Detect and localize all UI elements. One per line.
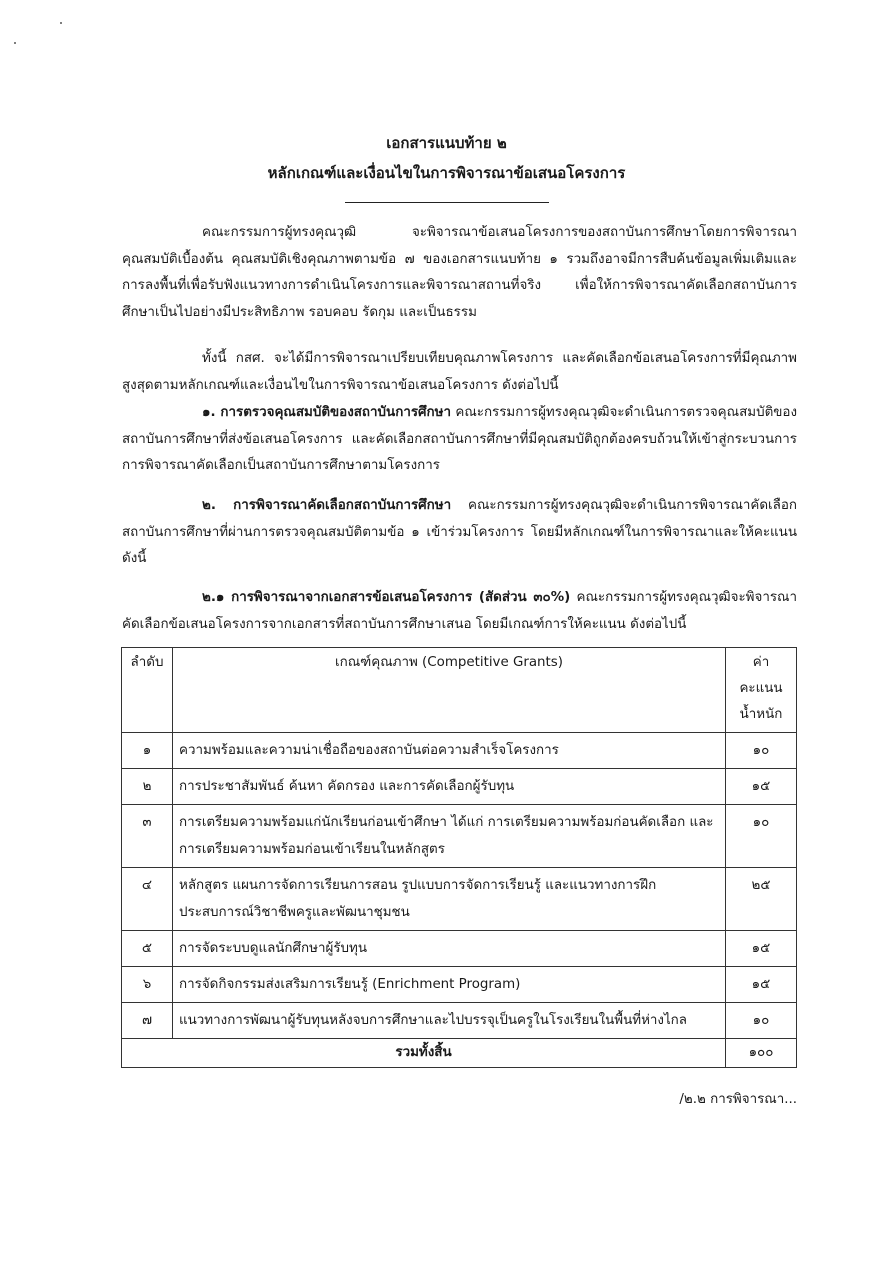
- section-1-heading: ๑. การตรวจคุณสมบัติของสถาบันการศึกษา: [202, 405, 451, 420]
- row-weight: ๑๕: [726, 931, 797, 967]
- table-total-row: [122, 1039, 797, 1068]
- row-criterion: การเตรียมความพร้อมแก่นักเรียนก่อนเข้าศึกษา ได้แก่ การเตรียมความพร้อมก่อนคัดเลือก และ การเตรียมความพร้อมก่อนเข้าเรียนในหลักสูตร: [173, 805, 726, 868]
- row-weight: ๑๐: [726, 1003, 797, 1039]
- row-number: ๓: [122, 805, 173, 868]
- document-heading-annex: เอกสารแนบท้าย ๒: [386, 134, 507, 152]
- page-continuation-note: /๒.๒ การพิจารณา...: [679, 1092, 797, 1107]
- section-2-heading: ๒. การพิจารณาคัดเลือกสถาบันการศึกษา: [202, 498, 452, 513]
- section-2-1-text: คณะกรรมการผู้ทรงคุณวุฒิจะพิจารณาคัดเลือกข้อเสนอโครงการจากเอกสารที่สถาบันการศึกษาเสนอ โดยมีเกณฑ์การให้คะแนน ดังต่อไปนี้: [122, 590, 798, 632]
- section-2-1-heading: ๒.๑ การพิจารณาจากเอกสารข้อเสนอโครงการ (สัดส่วน ๓๐%): [202, 590, 571, 605]
- table-row: [122, 805, 797, 868]
- row-weight: ๑๕: [726, 967, 797, 1003]
- total-label: รวมทั้งสิ้น: [122, 1039, 726, 1068]
- row-weight: ๑๕: [726, 769, 797, 805]
- paragraph-intro: คณะกรรมการผู้ทรงคุณวุฒิ จะพิจารณาข้อเสนอโครงการของสถาบันการศึกษาโดยการพิจารณาคุณสมบัติเบื้องต้น คุณสมบัติเชิงคุณภาพตามข้อ ๗ ของเอกสารแนบท้าย ๑ รวมถึงอาจมีการสืบค้นข้อมูลเพิ่มเติมและการลงพื้นที่เพื่อรับฟังแนวทางการดำเนินโครงการและพิจารณาสถานที่จริง เพื่อให้การพิจารณาคัดเลือกสถาบันการศึกษาเป็นไปอย่างมีประสิทธิภาพ รอบคอบ รัดกุม และเป็นธรรม: [122, 225, 797, 320]
- table-row: [122, 733, 797, 769]
- table-row: [122, 967, 797, 1003]
- row-criterion: แนวทางการพัฒนาผู้รับทุนหลังจบการศึกษาและไปบรรจุเป็นครูในโรงเรียนในพื้นที่ห่างไกล: [173, 1003, 726, 1039]
- header-criteria: เกณฑ์คุณภาพ (Competitive Grants): [173, 648, 726, 733]
- row-number: ๔: [122, 868, 173, 931]
- row-criterion: หลักสูตร แผนการจัดการเรียนการสอน รูปแบบการจัดการเรียนรู้ และแนวทางการฝึกประสบการณ์วิชาชีพครูและพัฒนาชุมชน: [173, 868, 726, 931]
- paragraph-comparison: ทั้งนี้ กสศ. จะได้มีการพิจารณาเปรียบเทียบคุณภาพโครงการ และคัดเลือกข้อเสนอโครงการที่มีคุณภาพสูงสุดตามหลักเกณฑ์และเงื่อนไขในการพิจารณาข้อเสนอโครงการ ดังต่อไปนี้: [122, 351, 797, 393]
- table-header-row: [122, 648, 797, 733]
- row-criterion: ความพร้อมและความน่าเชื่อถือของสถาบันต่อความสำเร็จโครงการ: [173, 733, 726, 769]
- row-criterion: การจัดกิจกรรมส่งเสริมการเรียนรู้ (Enrichment Program): [173, 967, 726, 1003]
- table-row: [122, 868, 797, 931]
- paragraph-section-1: [122, 400, 797, 480]
- table-row: [122, 931, 797, 967]
- row-weight: ๑๐: [726, 805, 797, 868]
- paragraph-section-2-1: [122, 585, 797, 638]
- row-number: ๕: [122, 931, 173, 967]
- document-heading-title: หลักเกณฑ์และเงื่อนไขในการพิจารณาข้อเสนอโครงการ: [267, 164, 626, 182]
- row-criterion: การจัดระบบดูแลนักศึกษาผู้รับทุน: [173, 931, 726, 967]
- row-criterion: การประชาสัมพันธ์ ค้นหา คัดกรอง และการคัดเลือกผู้รับทุน: [173, 769, 726, 805]
- table-row: [122, 769, 797, 805]
- row-number: ๖: [122, 967, 173, 1003]
- criteria-table: [121, 647, 797, 1068]
- row-number: ๑: [122, 733, 173, 769]
- row-weight: ๒๕: [726, 868, 797, 931]
- header-weight: ค่าคะแนนน้ำหนัก: [726, 648, 797, 733]
- row-weight: ๑๐: [726, 733, 797, 769]
- scan-speck: [60, 22, 62, 24]
- row-number: ๗: [122, 1003, 173, 1039]
- section-2-text: คณะกรรมการผู้ทรงคุณวุฒิจะดำเนินการพิจารณาคัดเลือกสถาบันการศึกษาที่ผ่านการตรวจคุณสมบัติตามข้อ ๑ เข้าร่วมโครงการ โดยมีหลักเกณฑ์ในการพิจารณาและให้คะแนน ดังนี้: [122, 498, 797, 567]
- table-row: [122, 1003, 797, 1039]
- row-number: ๒: [122, 769, 173, 805]
- paragraph-section-2: [122, 493, 797, 573]
- scan-speck: [14, 42, 16, 44]
- header-order: ลำดับ: [122, 648, 173, 733]
- heading-underline: [345, 202, 549, 203]
- section-1-text: คณะกรรมการผู้ทรงคุณวุฒิจะดำเนินการตรวจคุณสมบัติของสถาบันการศึกษาที่ส่งข้อเสนอโครงการ และคัดเลือกสถาบันการศึกษาที่มีคุณสมบัติถูกต้องครบถ้วนให้เข้าสู่กระบวนการการพิจารณาคัดเลือกเป็นสถาบันการศึกษาตามโครงการ: [122, 405, 797, 474]
- total-value: ๑๐๐: [726, 1039, 797, 1068]
